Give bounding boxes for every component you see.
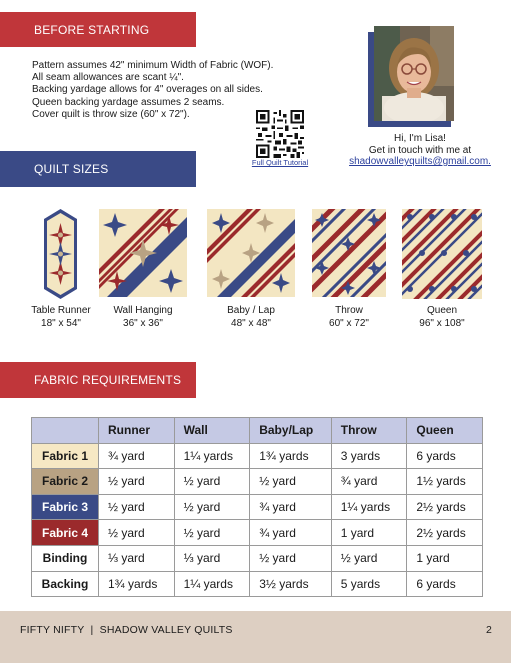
quilt-caption-wall-hanging [103, 305, 183, 330]
intro-notes [32, 60, 273, 121]
table-cell: 1¼ yards [174, 571, 250, 597]
table-cell: ¾ yard [99, 443, 175, 469]
fabric-label-cell: Fabric 4 [32, 520, 99, 546]
author-photo-frame [368, 26, 454, 127]
queen-image [402, 209, 482, 299]
table-cell: 3½ yards [250, 571, 332, 597]
table-body [32, 443, 483, 597]
table-cell: 5 yards [331, 571, 407, 597]
table-cell: 2½ yards [407, 494, 483, 520]
quilt-name: Throw [335, 305, 363, 316]
table-row [32, 520, 483, 546]
quilt-size: 96" x 108" [419, 317, 465, 329]
table-cell: ½ yard [99, 520, 175, 546]
table-header-row [32, 418, 483, 444]
table-cell: 6 yards [407, 571, 483, 597]
table-cell: ½ yard [331, 545, 407, 571]
table-cell: 1 yard [407, 545, 483, 571]
section-title: FABRIC REQUIREMENTS [34, 373, 182, 387]
table-cell: ¾ yard [250, 494, 332, 520]
column-header: Queen [407, 418, 483, 444]
section-banner-quilt-sizes [0, 151, 196, 187]
contact-line: Get in touch with me at [368, 144, 472, 156]
section-title: BEFORE STARTING [34, 22, 150, 37]
quilt-name: Table Runner [31, 305, 91, 316]
fabric-label-cell: Binding [32, 545, 99, 571]
table-cell: ½ yard [174, 469, 250, 495]
table-cell: 1¾ yards [250, 443, 332, 469]
qr-code[interactable] [256, 110, 304, 158]
greeting: Hi, I'm Lisa! [394, 133, 446, 144]
table-cell: ½ yard [174, 520, 250, 546]
table-cell: 6 yards [407, 443, 483, 469]
table-row [32, 545, 483, 571]
table-cell: 1¼ yards [331, 494, 407, 520]
table-cell: 1 yard [331, 520, 407, 546]
quilt-size: 60" x 72" [329, 317, 369, 329]
quilt-size: 48" x 48" [231, 317, 271, 329]
table-cell: 1½ yards [407, 469, 483, 495]
quilt-caption-table-runner [24, 305, 98, 330]
column-header: Wall [174, 418, 250, 444]
table-cell: 2½ yards [407, 520, 483, 546]
quilt-name: Baby / Lap [227, 305, 275, 316]
column-header: Throw [331, 418, 407, 444]
table-cell: ⅓ yard [99, 545, 175, 571]
table-row [32, 443, 483, 469]
table-cell: ½ yard [99, 469, 175, 495]
throw-image [312, 209, 386, 297]
quilt-name: Wall Hanging [113, 305, 173, 316]
quilt-size: 18" x 54" [41, 317, 81, 329]
footer-title: FIFTY NIFTY | SHADOW VALLEY QUILTS [20, 624, 233, 636]
email-link[interactable]: shadowvalleyquilts@gmail.com. [349, 156, 491, 167]
intro-line: Backing yardage allows for 4" overages on all sides. [32, 84, 263, 96]
fabric-label-cell: Fabric 2 [32, 469, 99, 495]
section-title: QUILT SIZES [34, 162, 109, 176]
column-header [32, 418, 99, 444]
intro-line: Cover quilt is throw size (60" x 72"). [32, 108, 190, 120]
table-row [32, 494, 483, 520]
quilt-size: 36" x 36" [123, 317, 163, 329]
section-banner-before-starting [0, 12, 196, 47]
table-cell: ½ yard [99, 494, 175, 520]
page-number: 2 [486, 624, 492, 636]
fabric-label-cell: Fabric 1 [32, 443, 99, 469]
table-cell: 1¾ yards [99, 571, 175, 597]
wall-hanging-image [99, 209, 187, 297]
section-banner-fabric-requirements [0, 362, 196, 398]
intro-line: Pattern assumes 42" minimum Width of Fabric (WOF). [32, 60, 274, 71]
table-cell: ½ yard [174, 494, 250, 520]
table-row [32, 571, 483, 597]
contact-block [332, 133, 508, 168]
quilt-name: Queen [426, 305, 458, 316]
intro-line: All seam allowances are scant ¼". [32, 72, 184, 84]
table-cell: ⅓ yard [174, 545, 250, 571]
table-cell: ¾ yard [331, 469, 407, 495]
table-runner-image [44, 209, 77, 299]
column-header: Runner [99, 418, 175, 444]
table-cell: ½ yard [250, 469, 332, 495]
table-cell: 1¼ yards [174, 443, 250, 469]
fabric-label-cell: Fabric 3 [32, 494, 99, 520]
baby-lap-image [207, 209, 295, 297]
author-photo [374, 26, 454, 121]
column-header: Baby/Lap [250, 418, 332, 444]
fabric-requirements-table [31, 417, 483, 597]
quilt-caption-queen [402, 305, 482, 330]
intro-line: Queen backing yardage assumes 2 seams. [32, 96, 225, 108]
table-cell: ½ yard [250, 545, 332, 571]
table-cell: 3 yards [331, 443, 407, 469]
table-cell: ¾ yard [250, 520, 332, 546]
fabric-label-cell: Backing [32, 571, 99, 597]
quilt-caption-baby-lap [211, 305, 291, 330]
page-footer [0, 611, 511, 663]
quilt-tutorial-link[interactable]: Full Quilt Tutorial [251, 158, 309, 167]
quilt-caption-throw [309, 305, 389, 330]
table-row [32, 469, 483, 495]
